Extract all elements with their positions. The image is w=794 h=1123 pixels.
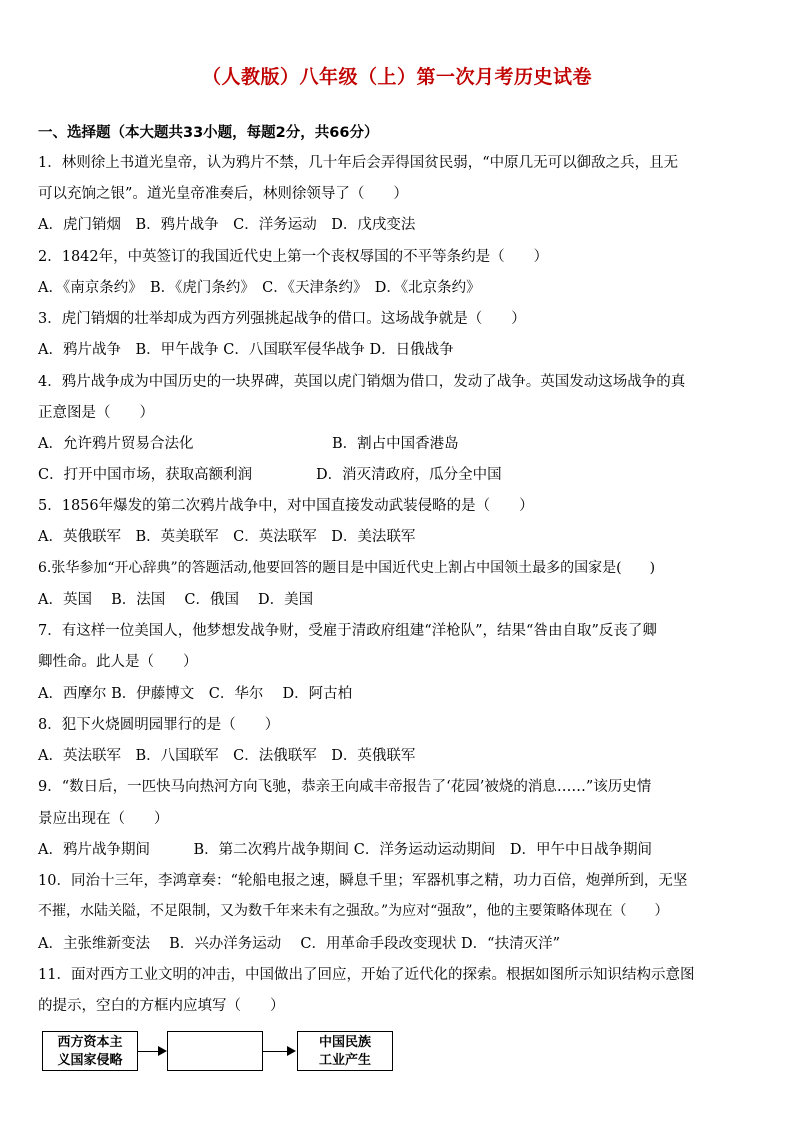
diagram-arrow [263,1051,287,1052]
section-heading: 一、选择题（本大题共33小题，每题2分，共66分） [38,125,379,141]
arrow-right-icon [158,1046,167,1056]
question-text: 3．虎门销烟的壮举却成为西方列强挑起战争的借口。这场战争就是（ ） [38,311,526,327]
question-text: 2．1842年，中英签订的我国近代史上第一个丧权辱国的不平等条约是（ ） [38,249,549,265]
question-text: 不摧，水陆关隘，不足限制，又为数千年来未有之强敌。”为应对“强敌”，他的主要策略体现在（ ） [38,903,669,919]
question-text: 5．1856年爆发的第二次鸦片战争中，对中国直接发动武装侵略的是（ ） [38,498,534,514]
question-text: 的提示，空白的方框内应填写（ ） [38,998,285,1014]
question-text: 1．林则徐上书道光皇帝，认为鸦片不禁，几十年后会弄得国贫民弱，“中原几无可以御敌之兵，且无 [38,155,679,171]
question-text: 11．面对西方工业文明的冲击，中国做出了回应，开始了近代化的探索。根据如图所示知识结构示意图 [38,967,695,983]
diagram-box-text: 西方资本主 [57,1035,123,1050]
arrow-right-icon [287,1046,296,1056]
question-text: 卿性命。此人是（ ） [38,654,198,670]
answer-options: A．西摩尔 B．伊藤博文 C．华尔 D．阿古柏 [38,686,353,702]
question-text: 6.张华参加“开心辞典”的答题活动,他要回答的题目是中国近代史上割占中国领土最多的国家是( ) [38,560,656,576]
question-text: 8．犯下火烧圆明园罪行的是（ ） [38,717,280,733]
answer-options: A．英国 B．法国 C．俄国 D．美国 [38,592,314,608]
answer-options [38,463,502,484]
question-text: 景应出现在（ ） [38,811,169,827]
diagram-box-text: 中国民族 [318,1035,371,1050]
question-text: 4．鸦片战争成为中国历史的一块界碑，英国以虎门销烟为借口，发动了战争。英国发动这场战争的真 [38,374,686,390]
answer-options: A．英法联军 B．八国联军 C．法俄联军 D．英俄联军 [38,748,416,764]
exam-title: （人教版）八年级（上）第一次月考历史试卷 [201,66,592,88]
diagram-box-western-invasion [42,1031,138,1071]
question-text: 7．有这样一位美国人，他梦想发战争财，受雇于清政府组建“洋枪队”，结果“咎由自取”反丧了卿 [38,623,657,639]
answer-options: A．主张维新变法 B．兴办洋务运动 C．用革命手段改变现状 D．“扶清灭洋” [38,936,560,952]
answer-options: A．《南京条约》 B．《虎门条约》 C．《天津条约》 D．《北京条约》 [38,280,481,296]
diagram-blank-box [167,1031,263,1071]
diagram-box-text: 工业产生 [318,1053,371,1068]
question-text: 10．同治十三年，李鸿章奏：“轮船电报之速，瞬息千里；军器机事之精，功力百倍，炮弹所到，无坚 [38,873,688,889]
answer-options: A．鸦片战争 B．甲午战争 C．八国联军侵华战争 D．日俄战争 [38,342,454,358]
diagram-arrow [138,1051,158,1052]
question-text: 可以充饷之银”。道光皇帝准奏后，林则徐领导了（ ） [38,186,408,202]
option-d: D．消灭清政府，瓜分全中国 [316,467,502,483]
question-text: 9．“数日后，一匹快马向热河方向飞驰，恭亲王向咸丰帝报告了‘花园’被烧的消息……”该历史情 [38,779,652,795]
answer-options: A．鸦片战争期间 B．第二次鸦片战争期间 C．洋务运动运动期间 D．甲午中日战争期间 [38,842,652,858]
question-text: 正意图是（ ） [38,405,154,421]
diagram-box-national-industry [297,1031,393,1071]
answer-options: A．虎门销烟 B．鸦片战争 C．洋务运动 D．戊戌变法 [38,217,416,233]
answer-options [38,432,459,453]
option-c: C．打开中国市场，获取高额利润 [38,467,253,483]
option-a: A．允许鸦片贸易合法化 [38,436,194,452]
answer-options: A．英俄联军 B．英美联军 C．英法联军 D．美法联军 [38,529,416,545]
option-b: B．割占中国香港岛 [332,436,459,452]
diagram-box-text: 义国家侵略 [57,1053,123,1068]
